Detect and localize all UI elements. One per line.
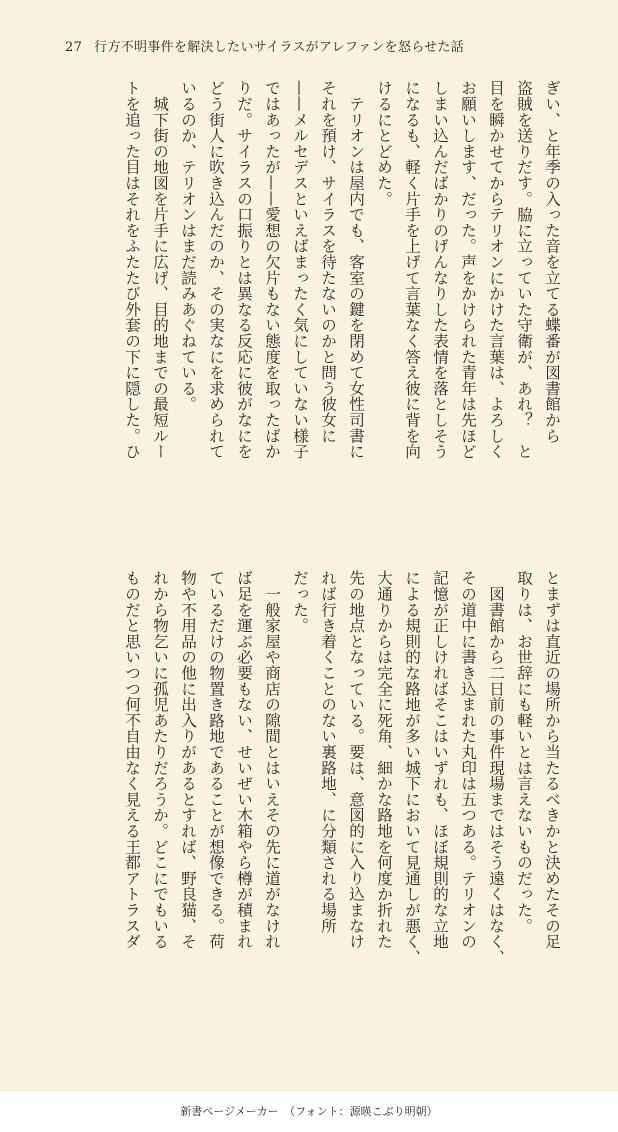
text-line: 物や不用品の他に出入りがあるとすれば、野良猫、そ	[179, 570, 197, 950]
text-line: 城下街の地図を片手に広げ、目的地までの最短ルー	[151, 80, 169, 460]
running-header	[65, 36, 464, 55]
footer-credit: 新書ページメーカー （フォント：源暎こぶり明朝）	[0, 1092, 618, 1132]
text-line: による規則的な路地が多い城下において見通しが悪く、	[403, 570, 421, 965]
text-line: 一般家屋や商店の隙間とはいえその先に道がなけれ	[263, 570, 281, 950]
text-block-lower	[66, 570, 566, 1025]
text-line: その道中に書き込まれた丸印は五つある。テリオンの	[459, 570, 477, 950]
text-block-upper	[66, 80, 566, 535]
text-line: 取りは、お世辞にも軽いとは言えないものだった。	[515, 570, 533, 934]
page-number: 27	[65, 40, 83, 55]
text-line: テリオンは屋内でも、客室の鍵を閉めて女性司書に	[347, 80, 365, 460]
text-line: けるにとどめた。	[375, 80, 393, 207]
text-line: それを預け、サイラスを待たないのかと問う彼女に	[319, 80, 337, 444]
text-line: とまずは直近の場所から当たるべきかと決めたその足	[543, 570, 561, 950]
text-line: トを追った目はそれをふたたび外套の下に隠した。ひ	[123, 80, 141, 460]
text-line: 盗賊を送りだす。脇に立っていた守衛が、あれ？ と	[515, 80, 533, 460]
text-line: ているだけの物置き路地であることが想像できる。荷	[207, 570, 225, 950]
text-line: ——メルセデスといえばまったく気にしていない様子	[291, 80, 309, 460]
text-line: 大通りからは完全に死角、細かな路地を何度か折れた	[375, 570, 393, 950]
chapter-title: 行方不明事件を解決したいサイラスがアレファンを怒らせた話	[94, 40, 465, 55]
text-line: 先の地点となっている。要は、意図的に入り込まなけ	[347, 570, 365, 950]
text-line: れば行き着くことのない裏路地、に分類される場所	[319, 570, 337, 934]
text-line: しまい込んだばかりのげんなりした表情を落としそう	[431, 80, 449, 460]
text-line: 目を瞬かせてからテリオンにかけた言葉は、よろしく	[487, 80, 505, 460]
text-line: ぎい、と年季の入った音を立てる蝶番が図書館から	[543, 80, 561, 444]
text-line: どう街人に吹き込んだのか、その実なにを求められて	[207, 80, 225, 460]
text-line: 図書館から二日前の事件現場まではそう遠くはなく、	[487, 570, 505, 965]
text-line: りだ。サイラスの口振りとは異なる反応に彼がなにを	[235, 80, 253, 460]
text-line: だった。	[291, 570, 309, 634]
text-line: ではあったが——愛想の欠片もない態度を取ったばか	[263, 80, 281, 460]
text-line: 記憶が正しければそこはいずれも、ほぼ規則的な立地	[431, 570, 449, 950]
text-line: れから物乞いに孤児あたりだろうか。どこにでもいる	[151, 570, 169, 950]
text-line: お願いします、だった。声をかけられた青年は先ほど	[459, 80, 477, 460]
text-line: ものだと思いつつ何不自由なく見える王都アトラスダ	[123, 570, 141, 950]
text-line: ば足を運ぶ必要もない、せいぜい木箱やら樽が積まれ	[235, 570, 253, 950]
text-line: になるも、軽く片手を上げて言葉なく答え彼に背を向	[403, 80, 421, 460]
text-line: いるのか、テリオンはまだ読みあぐねている。	[179, 80, 197, 412]
